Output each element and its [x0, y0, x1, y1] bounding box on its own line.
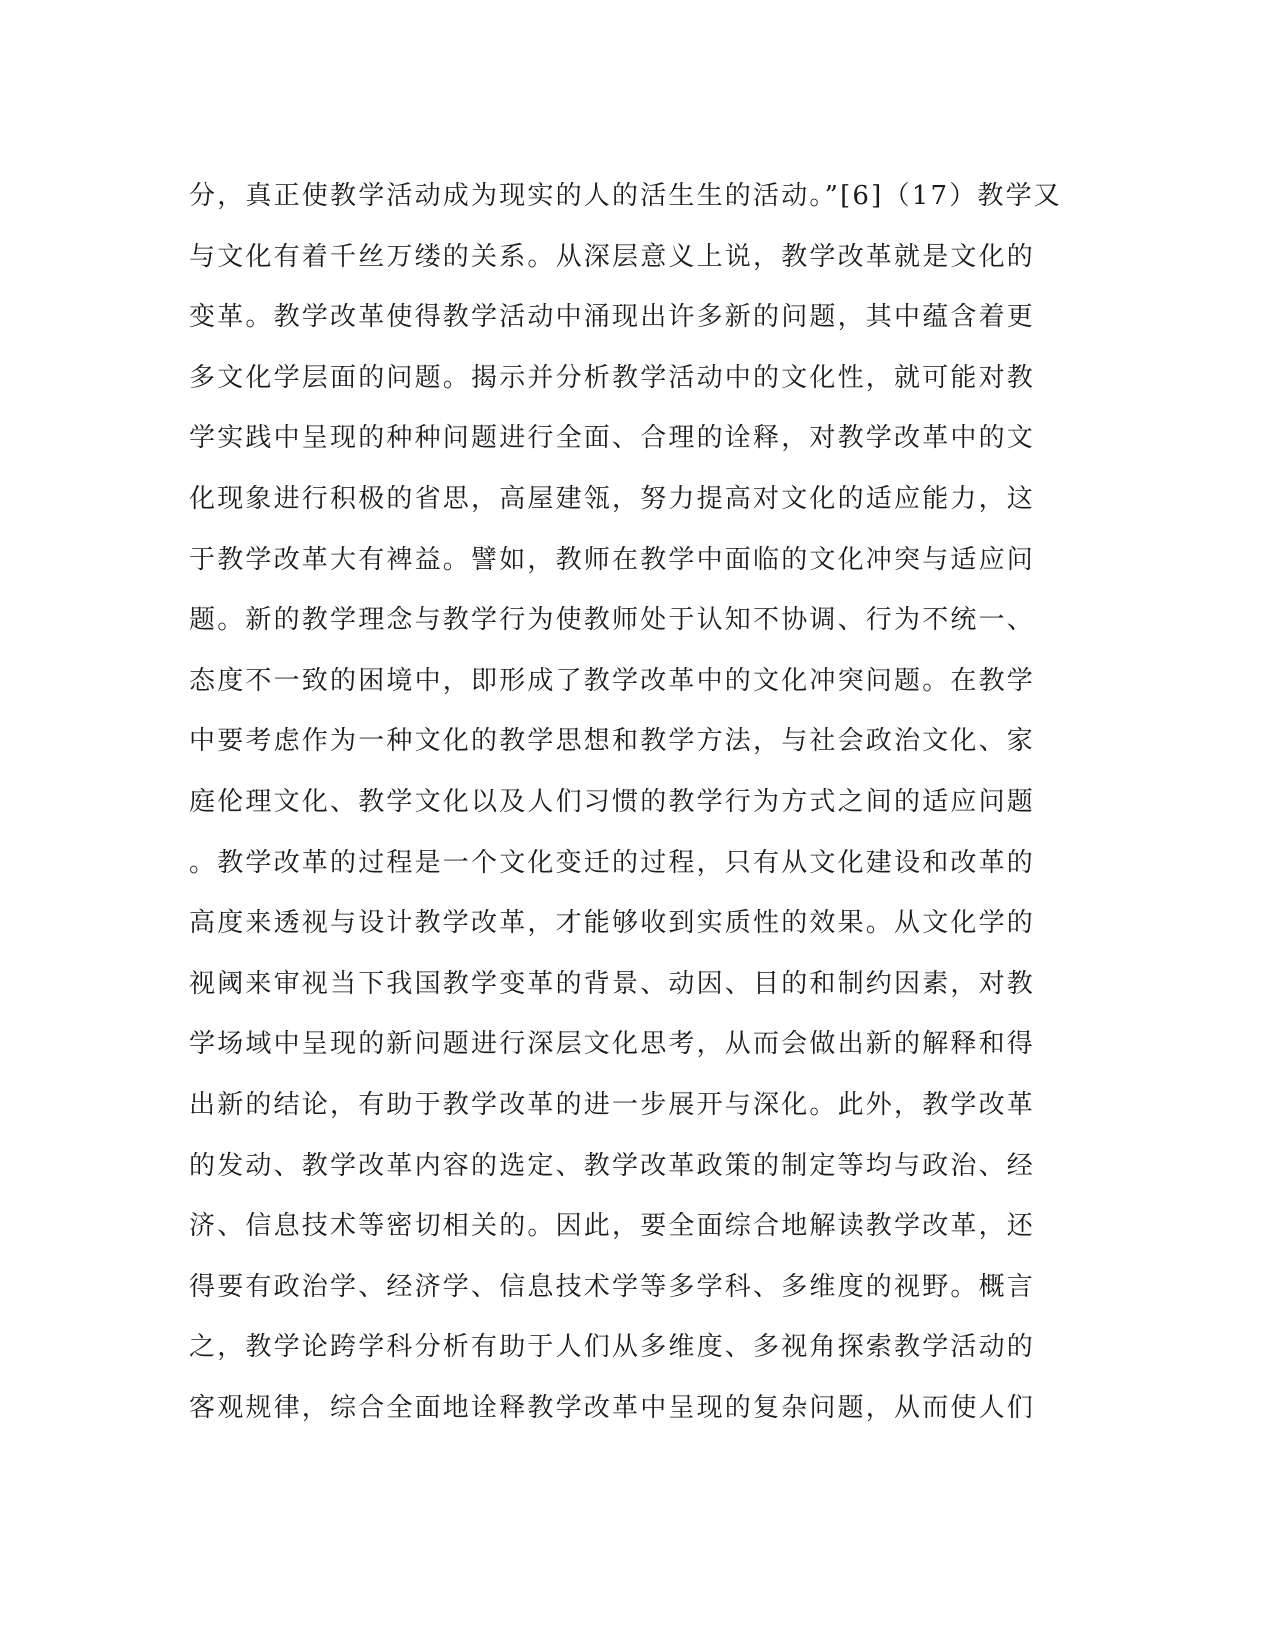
text-line: 客观规律，综合全面地诠释教学改革中呈现的复杂问题，从而使人们	[189, 1392, 1036, 1423]
text-line: 与文化有着千丝万缕的关系。从深层意义上说，教学改革就是文化的	[189, 241, 1036, 272]
text-line: 变革。教学改革使得教学活动中涌现出许多新的问题，其中蕴含着更	[189, 302, 1036, 333]
text-line: 分，真正使教学活动成为现实的人的活生生的活动。”[6]（17）教学又	[189, 181, 1063, 211]
text-line: 态度不一致的困境中，即形成了教学改革中的文化冲突问题。在教学	[189, 665, 1036, 696]
text-line: 的发动、教学改革内容的选定、教学改革政策的制定等均与政治、经	[189, 1150, 1036, 1181]
text-line: 济、信息技术等密切相关的。因此，要全面综合地解读教学改革，还	[189, 1211, 1036, 1242]
text-line: 题。新的教学理念与教学行为使教师处于认知不协调、行为不统一、	[189, 605, 1036, 636]
text-line: 视阈来审视当下我国教学变革的背景、动因、目的和制约因素，对教	[189, 968, 1036, 999]
text-line: 多文化学层面的问题。揭示并分析教学活动中的文化性，就可能对教	[189, 362, 1036, 393]
text-line: 学场域中呈现的新问题进行深层文化思考，从而会做出新的解释和得	[189, 1029, 1036, 1060]
text-line: 得要有政治学、经济学、信息技术学等多学科、多维度的视野。概言	[189, 1271, 1036, 1302]
body-paragraph	[189, 166, 1069, 1438]
text-line: 之，教学论跨学科分析有助于人们从多维度、多视角探索教学活动的	[189, 1332, 1036, 1363]
text-line: 出新的结论，有助于教学改革的进一步展开与深化。此外，教学改革	[189, 1089, 1036, 1120]
text-line: 中要考虑作为一种文化的教学思想和教学方法，与社会政治文化、家	[189, 726, 1036, 757]
text-line: 。教学改革的过程是一个文化变迁的过程，只有从文化建设和改革的	[189, 847, 1036, 878]
text-line: 于教学改革大有裨益。譬如，教师在教学中面临的文化冲突与适应问	[189, 544, 1036, 575]
text-line: 高度来透视与设计教学改革，才能够收到实质性的效果。从文化学的	[189, 908, 1036, 939]
text-line: 学实践中呈现的种种问题进行全面、合理的诠释，对教学改革中的文	[189, 423, 1036, 454]
text-line: 化现象进行积极的省思，高屋建瓴，努力提高对文化的适应能力，这	[189, 483, 1036, 514]
text-line: 庭伦理文化、教学文化以及人们习惯的教学行为方式之间的适应问题	[189, 786, 1036, 817]
